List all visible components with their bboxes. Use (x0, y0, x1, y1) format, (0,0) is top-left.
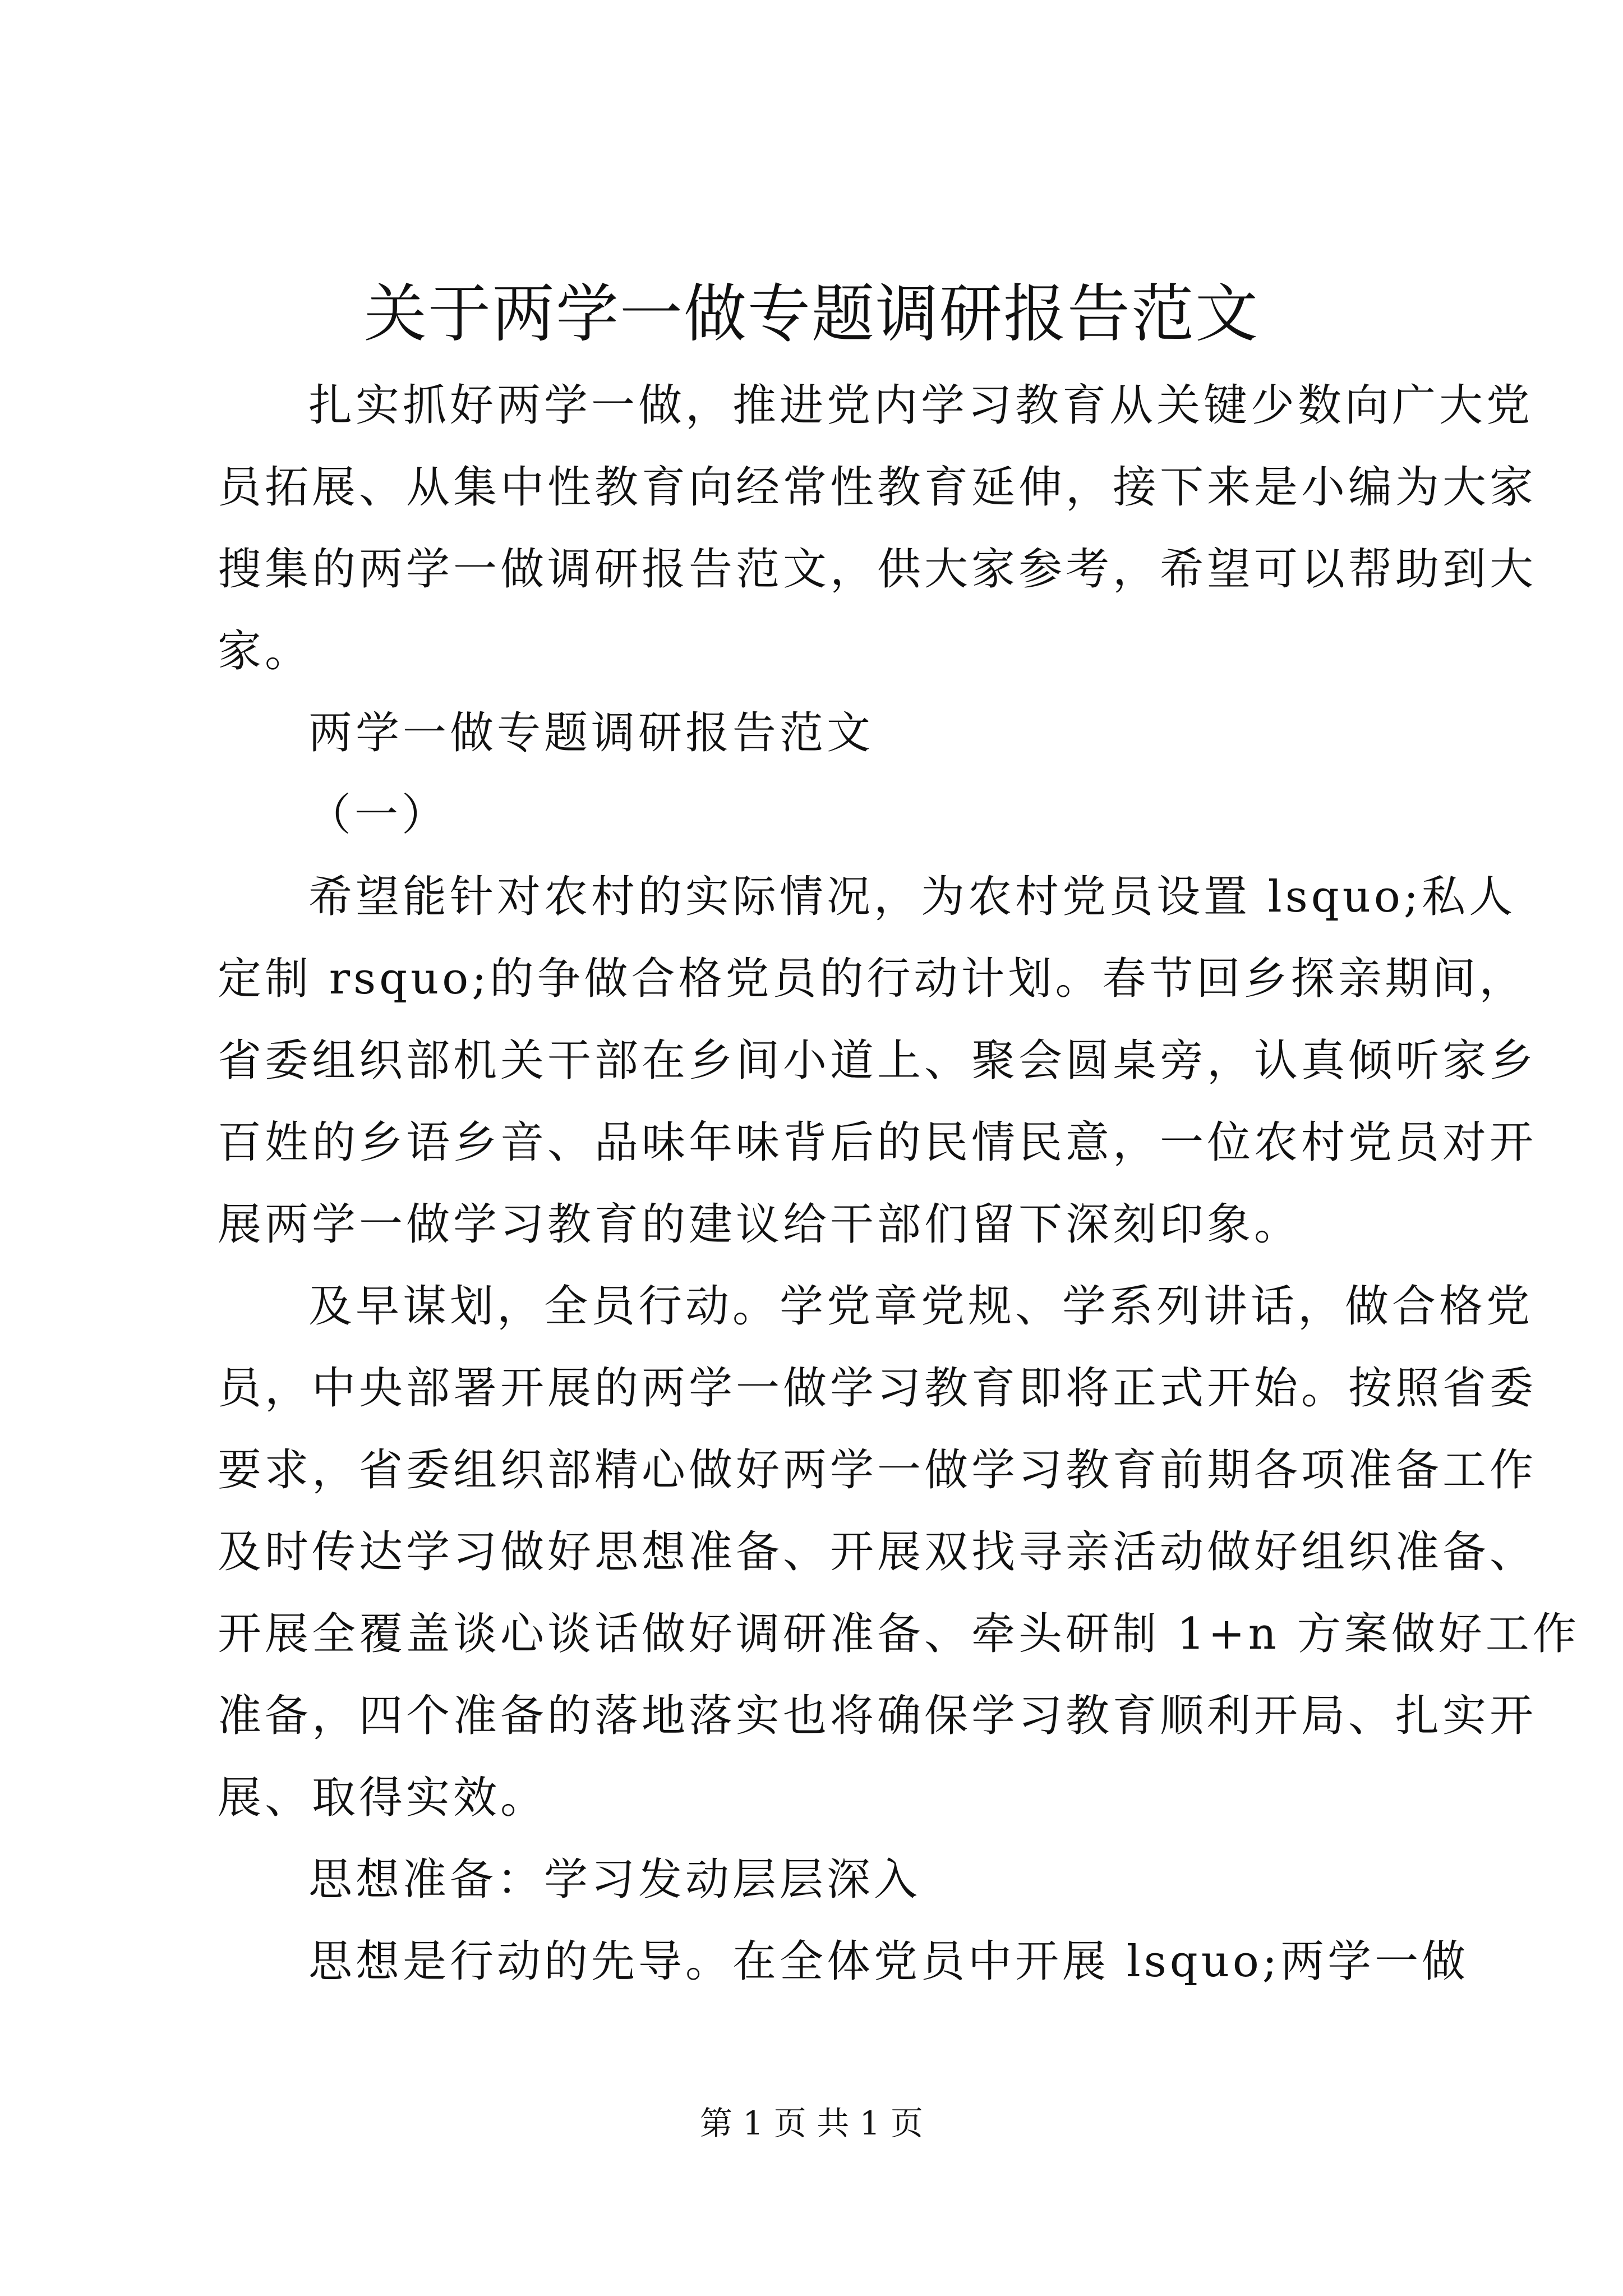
document-body (218, 365, 1580, 2003)
body-line: 员，中央部署开展的两学一做学习教育即将正式开始。按照省委 (218, 1363, 1537, 1414)
body-line: 思想是行动的先导。在全体党员中开展 lsquo;两学一做 (308, 1936, 1469, 1987)
body-line: 准备，四个准备的落地落实也将确保学习教育顺利开局、扎实开 (218, 1691, 1537, 1741)
body-line: 扎实抓好两学一做，推进党内学习教育从关键少数向广大党 (308, 380, 1534, 431)
body-line: 及时传达学习做好思想准备、开展双找寻亲活动做好组织准备、 (218, 1527, 1537, 1577)
body-line: 展、取得实效。 (218, 1773, 548, 1823)
subsection-heading: 思想准备：学习发动层层深入 (308, 1855, 921, 1905)
body-line: 展两学一做学习教育的建议给干部们留下深刻印象。 (218, 1199, 1302, 1250)
body-line: 希望能针对农村的实际情况，为农村党员设置 lsquo;私人 (308, 872, 1516, 922)
body-line: 搜集的两学一做调研报告范文，供大家参考，希望可以帮助到大 (218, 544, 1537, 595)
body-line: 员拓展、从集中性教育向经常性教育延伸，接下来是小编为大家 (218, 462, 1537, 513)
body-line: 及早谋划，全员行动。学党章党规、学系列讲话，做合格党 (308, 1281, 1534, 1332)
body-line: 开展全覆盖谈心谈话做好调研准备、牵头研制 1+n 方案做好工作 (218, 1609, 1580, 1659)
body-line: 要求，省委组织部精心做好两学一做学习教育前期各项准备工作 (218, 1445, 1537, 1496)
page-number-footer: 第 1 页 共 1 页 (700, 2104, 923, 2142)
section-number: （一） (307, 790, 449, 840)
body-line: 省委组织部机关干部在乡间小道上、聚会圆桌旁，认真倾听家乡 (218, 1036, 1537, 1086)
section-heading: 两学一做专题调研报告范文 (308, 708, 874, 758)
body-line: 百姓的乡语乡音、品味年味背后的民情民意，一位农村党员对开 (218, 1117, 1537, 1168)
body-line: 家。 (218, 626, 312, 677)
document-title: 关于两学一做专题调研报告范文 (364, 278, 1259, 351)
body-line: 定制 rsquo;的争做合格党员的行动计划。春节回乡探亲期间， (218, 954, 1527, 1004)
